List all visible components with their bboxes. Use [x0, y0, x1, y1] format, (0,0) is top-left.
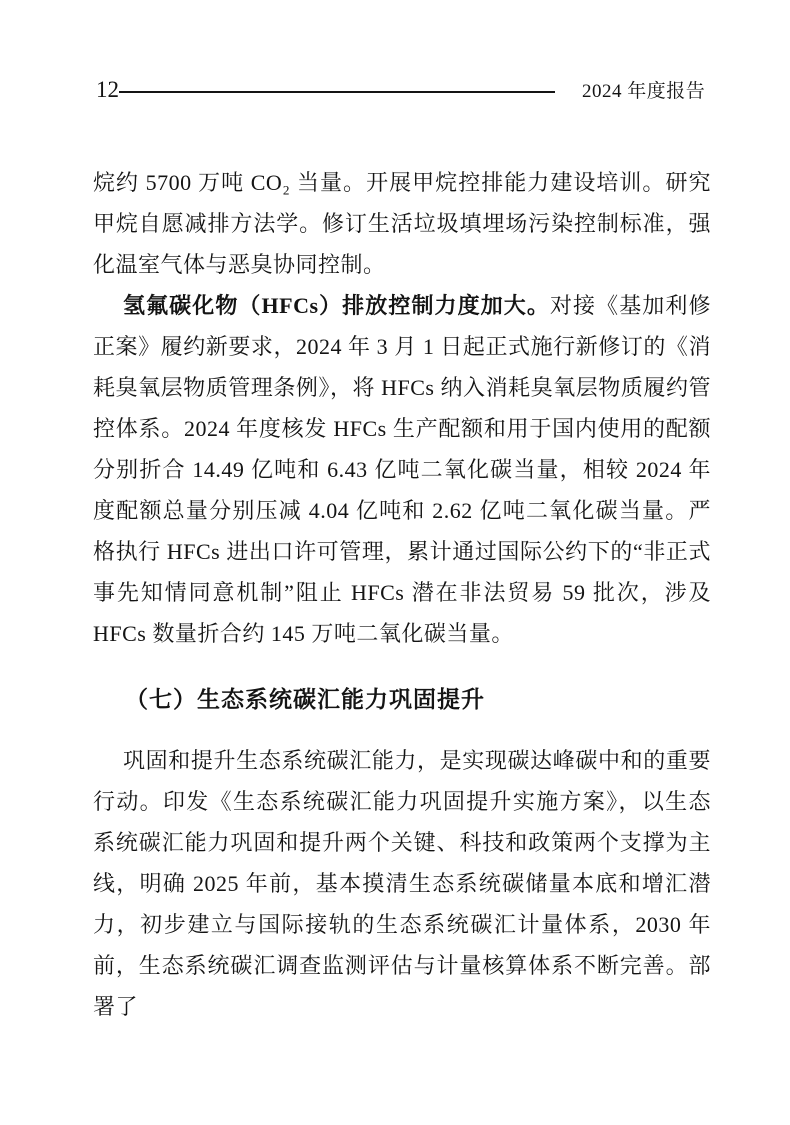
document-body — [93, 162, 711, 1027]
body-paragraph — [93, 285, 711, 654]
paragraph-text: 巩固和提升生态系统碳汇能力，是实现碳达峰碳中和的重要行动。印发《生态系统碳汇能力巩固提升实施方案》，以生态系统碳汇能力巩固和提升两个关键、科技和政策两个支撑为主线，明确 2025 年前，基本摸清生态系统碳储量本底和增汇潜力，初步建立与国际接轨的生态系统碳汇计量体系，2030 年前，生态系统碳汇调查监测评估与计量核算体系不断完善。部署了 — [93, 748, 711, 1019]
page-header — [0, 0, 790, 120]
body-paragraph — [93, 162, 711, 285]
section-heading: （七）生态系统碳汇能力巩固提升 — [125, 686, 485, 712]
header-rule — [119, 91, 555, 93]
paragraph-text: 对接《基加利修正案》履约新要求，2024 年 3 月 1 日起正式施行新修订的《消耗臭氧层物质管理条例》，将 HFCs 纳入消耗臭氧层物质履约管控体系。2024 年度核发 HFCs 生产配额和用于国内使用的配额分别折合 14.49 亿吨和 6.43 亿吨二氧化碳当量，相较 2024 年度配额总量分别压减 4.04 亿吨和 2.62 亿吨二氧化碳当量。严格执行 HFCs 进出口许可管理，累计通过国际公约下的“非正式事先知情同意机制”阻止 HFCs 潜在非法贸易 59 批次，涉及 HFCs 数量折合约 145 万吨二氧化碳当量。 — [93, 293, 711, 646]
page-number: 12 — [96, 77, 119, 102]
report-title: 2024 年度报告 — [582, 81, 706, 102]
paragraph-lead-bold-text: 氢氟碳化物（HFCs）排放控制力度加大。 — [123, 293, 550, 318]
body-paragraph — [93, 740, 711, 1027]
paragraph-text: 烷约 5700 万吨 CO₂ 当量。开展甲烷控排能力建设培训。研究甲烷自愿减排方法学。修订生活垃圾填埋场污染控制标准，强化温室气体与恶臭协同控制。 — [93, 170, 711, 277]
